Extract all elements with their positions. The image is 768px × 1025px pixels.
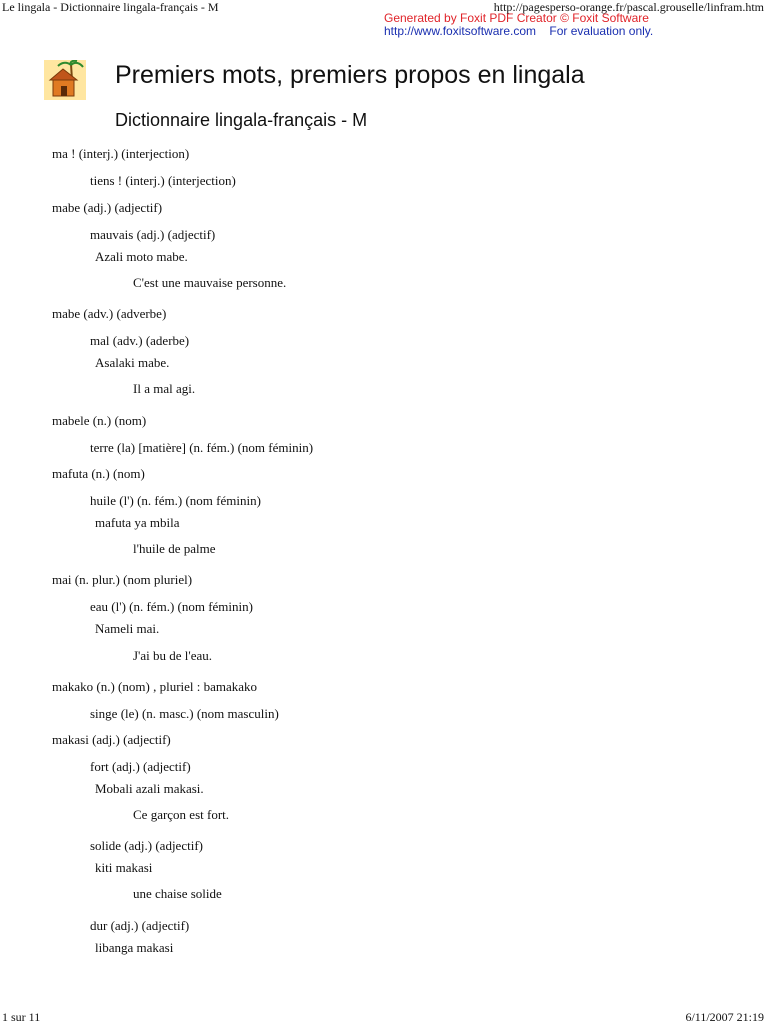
headword: mabele (n.) (nom) (52, 413, 147, 428)
headword: mai (n. plur.) (nom pluriel) (52, 572, 193, 587)
translation: mal (adv.) (aderbe) (90, 333, 190, 348)
headword: mabe (adv.) (adverbe) (52, 306, 167, 321)
example-lingala: Mobali azali makasi. (95, 781, 204, 796)
print-header-title: Le lingala - Dictionnaire lingala-français - M (2, 0, 219, 14)
example-lingala: libanga makasi (95, 940, 174, 955)
translation: solide (adj.) (adjectif) (90, 838, 203, 853)
foxit-url: http://www.foxitsoftware.com (384, 24, 537, 38)
headword: mafuta (n.) (nom) (52, 466, 145, 481)
headword: makasi (adj.) (adjectif) (52, 732, 171, 747)
example-lingala: Azali moto mabe. (95, 249, 188, 264)
translation: eau (l') (n. fém.) (nom féminin) (90, 599, 253, 614)
hut-logo-icon (44, 60, 86, 100)
example-lingala: mafuta ya mbila (95, 515, 180, 530)
headword: ma ! (interj.) (interjection) (52, 146, 190, 161)
headword: makako (n.) (nom) , pluriel : bamakako (52, 679, 258, 694)
translation: mauvais (adj.) (adjectif) (90, 227, 216, 242)
foxit-evaluation-note: For evaluation only. (549, 24, 654, 38)
example-french: une chaise solide (133, 886, 222, 901)
translation: huile (l') (n. fém.) (nom féminin) (90, 493, 261, 508)
example-french: C'est une mauvaise personne. (133, 275, 287, 290)
example-lingala: Nameli mai. (95, 621, 160, 636)
translation: dur (adj.) (adjectif) (90, 918, 190, 933)
foxit-evaluation-line (384, 25, 653, 38)
example-french: Ce garçon est fort. (133, 807, 230, 822)
foxit-generated-text: Generated by Foxit PDF Creator © Foxit Software (384, 11, 649, 25)
translation: terre (la) [matière] (n. fém.) (nom féminin) (90, 440, 314, 455)
example-lingala: Asalaki mabe. (95, 355, 170, 370)
print-timestamp: 6/11/2007 21:19 (685, 1010, 764, 1024)
page-counter: 1 sur 11 (2, 1010, 41, 1024)
page-title: Premiers mots, premiers propos en lingala (115, 61, 585, 89)
translation: fort (adj.) (adjectif) (90, 759, 191, 774)
example-lingala: kiti makasi (95, 860, 153, 875)
page-subtitle: Dictionnaire lingala-français - M (115, 110, 368, 130)
example-french: l'huile de palme (133, 541, 216, 556)
translation: tiens ! (interj.) (interjection) (90, 173, 236, 188)
foxit-watermark (384, 12, 653, 38)
example-french: Il a mal agi. (133, 381, 196, 396)
headword: mabe (adj.) (adjectif) (52, 200, 163, 215)
example-french: J'ai bu de l'eau. (133, 648, 213, 663)
translation: singe (le) (n. masc.) (nom masculin) (90, 706, 279, 721)
print-header-url: http://pagesperso-orange.fr/pascal.grouselle/linfram.htm (493, 0, 764, 14)
